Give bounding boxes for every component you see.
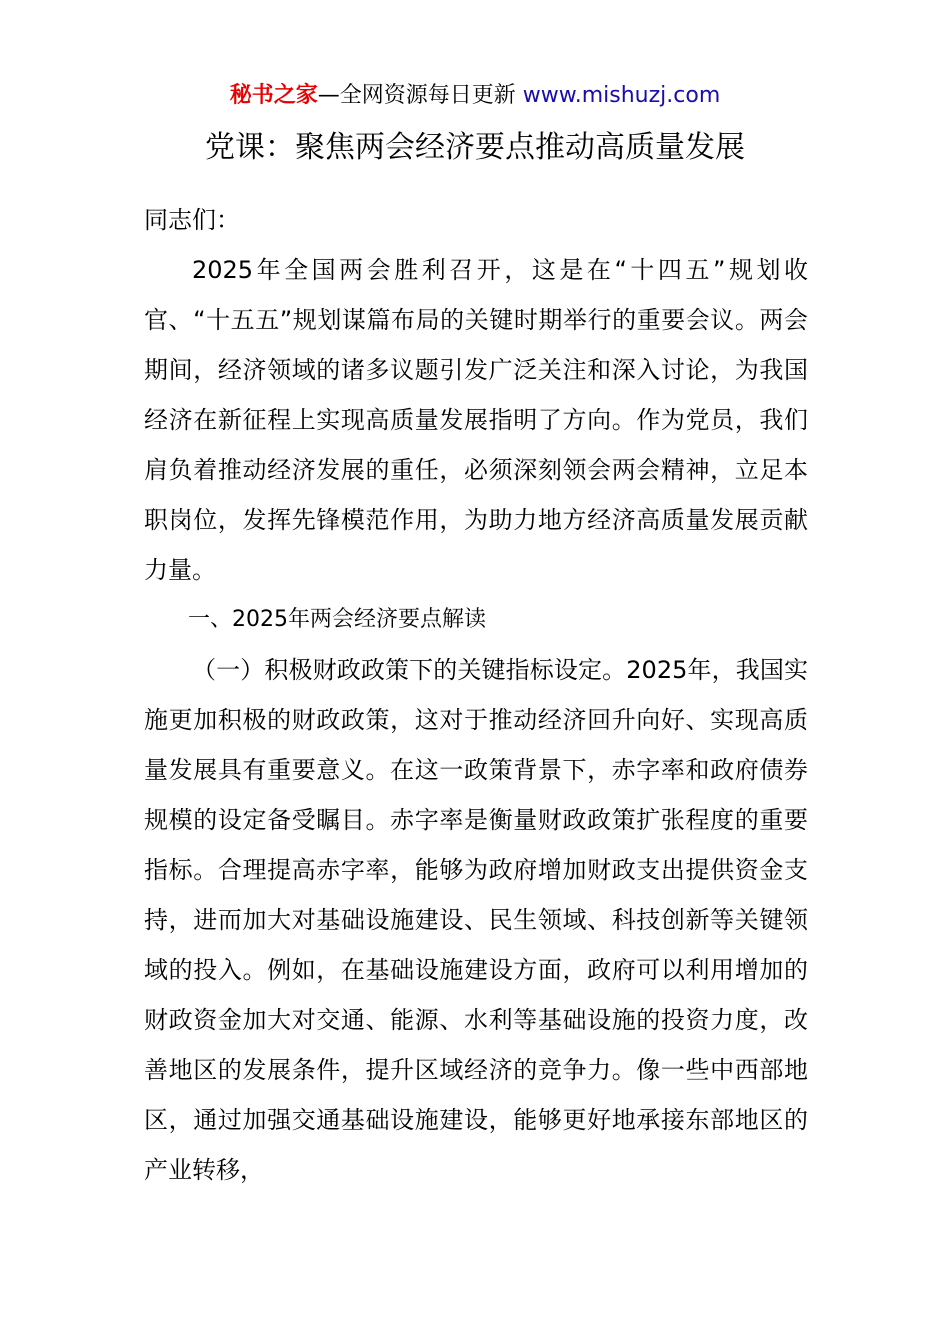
header-tagline: —全网资源每日更新 xyxy=(317,83,516,108)
document-body xyxy=(144,195,808,1195)
section-heading: 一、2025年两会经济要点解读 xyxy=(188,607,486,632)
paragraph-intro: 2025年全国两会胜利召开，这是在“十四五”规划收官、“十五五”规划谋篇布局的关键时期举行的重要会议。两会期间，经济领域的诸多议题引发广泛关注和深入讨论，为我国经济在新征程上实现高质量发展指明了方向。作为党员，我们肩负着推动经济发展的重任，必须深刻领会两会精神，立足本职岗位，发挥先锋模范作用，为助力地方经济高质量发展贡献力量。 xyxy=(144,256,808,584)
paragraph-fiscal-policy: （一）积极财政政策下的关键指标设定。2025年，我国实施更加积极的财政政策，这对于推动经济回升向好、实现高质量发展具有重要意义。在这一政策背景下，赤字率和政府债券规模的设定备受瞩目。赤字率是衡量财政政策扩张程度的重要指标。合理提高赤字率，能够为政府增加财政支出提供资金支持，进而加大对基础设施建设、民生领域、科技创新等关键领域的投入。例如，在基础设施建设方面，政府可以利用增加的财政资金加大对交通、能源、水利等基础设施的投资力度，改善地区的发展条件，提升区域经济的竞争力。像一些中西部地区，通过加强交通基础设施建设，能够更好地承接东部地区的产业转移， xyxy=(144,656,808,1184)
site-url-link[interactable]: www.mishuzj.com xyxy=(522,83,721,108)
site-header xyxy=(0,80,950,112)
greeting: 同志们： xyxy=(144,206,240,234)
brand-name: 秘书之家 xyxy=(229,83,318,108)
document-title: 党课：聚焦两会经济要点推动高质量发展 xyxy=(205,130,745,165)
